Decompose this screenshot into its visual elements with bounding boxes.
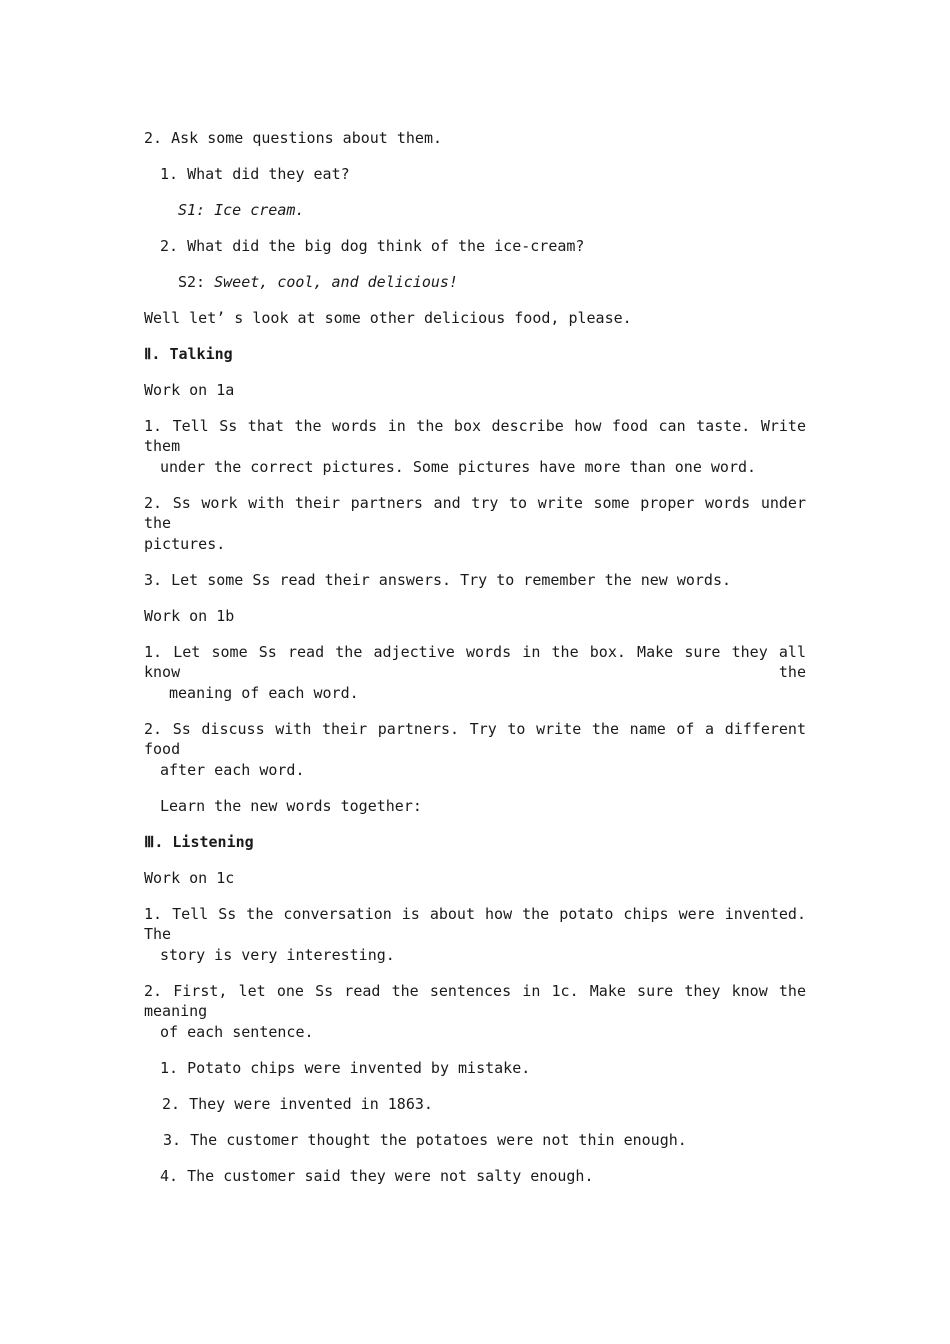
answer-s2-text: Sweet, cool, and delicious! [214,273,458,291]
step-1a-1: 1. Tell Ss that the words in the box describe how food can taste. Write them [144,417,806,455]
section-heading-talking: Ⅱ. Talking [144,345,233,363]
step-1b-2-cont: after each word. [160,761,305,779]
step-1c-2-cont: of each sentence. [160,1023,314,1041]
question-2: 2. What did the big dog think of the ice-cream? [160,237,585,255]
answer-s2 [178,272,458,292]
sentence-1: 1. Potato chips were invented by mistake. [160,1059,531,1077]
work-on-1b: Work on 1b [144,607,235,625]
question-1: 1. What did they eat? [160,165,350,183]
step-1b-2: 2. Ss discuss with their partners. Try to write the name of a different food [144,720,806,758]
transition-sentence: Well let’ s look at some other delicious food, please. [144,309,632,327]
sentence-3: 3. The customer thought the potatoes were not thin enough. [163,1131,687,1149]
step-1c-1: 1. Tell Ss the conversation is about how the potato chips were invented. The [144,905,806,943]
step-1a-1-cont: under the correct pictures. Some pictures have more than one word. [160,458,757,476]
section-heading-listening: Ⅲ. Listening [144,833,254,851]
step-1a-2-cont: pictures. [144,535,226,553]
step-1c-2: 2. First, let one Ss read the sentences in 1c. Make sure they know the meaning [144,982,806,1020]
work-on-1a: Work on 1a [144,381,235,399]
sentence-4: 4. The customer said they were not salty enough. [160,1167,594,1185]
step-1b-1-cont: meaning of each word. [169,684,359,702]
answer-s1: S1: Ice cream. [178,201,305,219]
learn-new-words: Learn the new words together: [160,797,422,815]
step-1a-3: 3. Let some Ss read their answers. Try to remember the new words. [144,571,731,589]
step-1a-2: 2. Ss work with their partners and try to write some proper words under the [144,494,806,532]
step-1c-1-cont: story is very interesting. [160,946,395,964]
step-1b-1: 1. Let some Ss read the adjective words in the box. Make sure they all know the [144,643,806,681]
sentence-2: 2. They were invented in 1863. [162,1095,433,1113]
work-on-1c: Work on 1c [144,869,235,887]
answer-s2-label: S2: [178,273,215,291]
step-ask-questions: 2. Ask some questions about them. [144,129,443,147]
